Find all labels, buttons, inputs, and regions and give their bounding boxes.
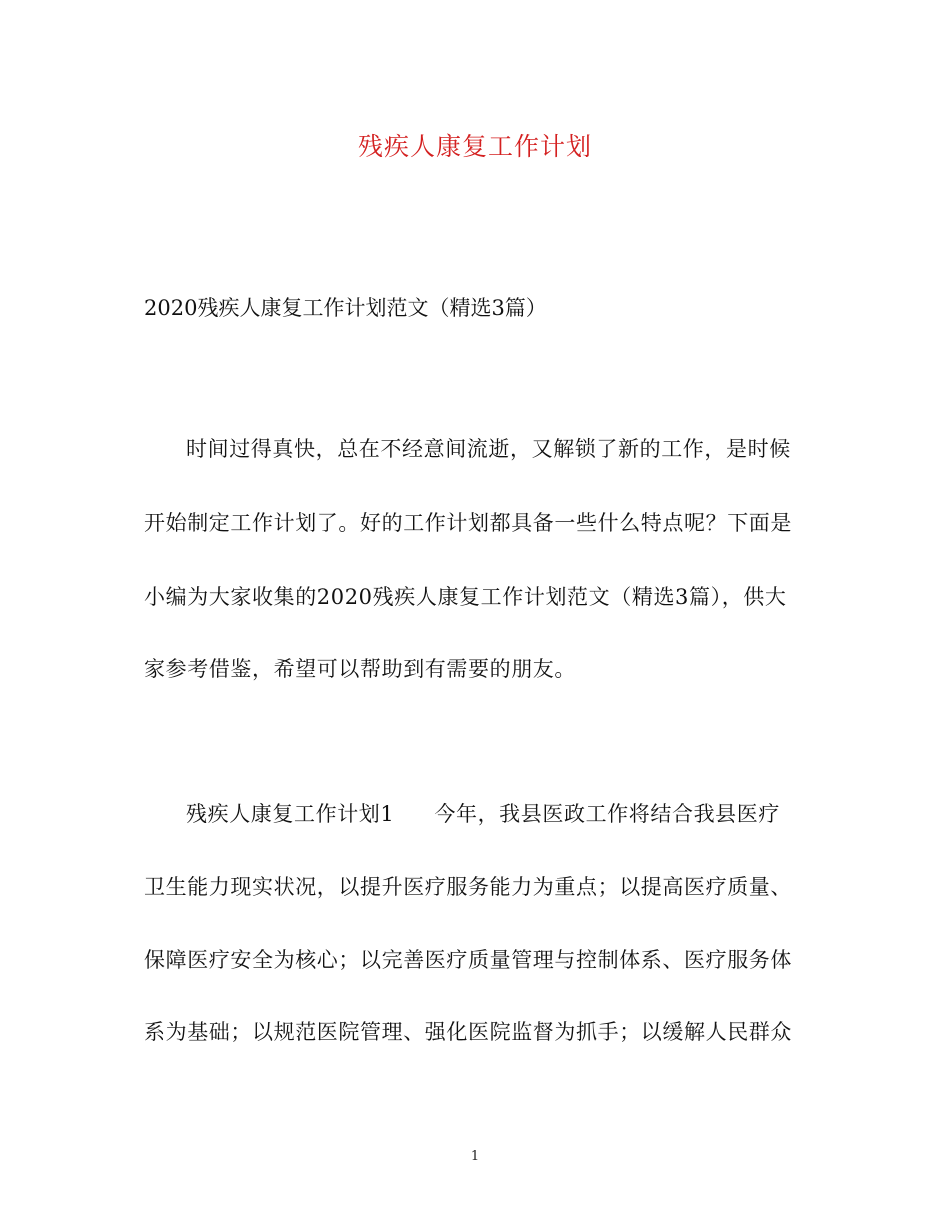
section1-paragraph-line-2: 卫生能力现实状况，以提升医疗服务能力为重点；以提高医疗质量、 bbox=[144, 875, 792, 899]
page-number: 1 bbox=[470, 1149, 480, 1164]
intro-paragraph-line-4: 家参考借鉴，希望可以帮助到有需要的朋友。 bbox=[144, 657, 576, 681]
document-subtitle: 2020残疾人康复工作计划范文（精选3篇） bbox=[144, 296, 547, 320]
document-title: 残疾人康复工作计划 bbox=[357, 132, 592, 161]
section1-first-line-text: 今年，我县医政工作将结合我县医疗 bbox=[434, 802, 780, 826]
intro-paragraph-line-1: 时间过得真快，总在不经意间流逝，又解锁了新的工作，是时候 bbox=[186, 437, 791, 461]
section1-paragraph-line-3: 保障医疗安全为核心；以完善医疗质量管理与控制体系、医疗服务体 bbox=[144, 948, 792, 972]
intro-paragraph-line-2: 开始制定工作计划了。好的工作计划都具备一些什么特点呢？下面是 bbox=[144, 511, 792, 535]
section1-heading: 残疾人康复工作计划1 bbox=[186, 802, 395, 826]
section1-paragraph-line-4: 系为基础；以规范医院管理、强化医院监督为抓手；以缓解人民群众 bbox=[144, 1020, 792, 1044]
section1-first-line bbox=[186, 799, 780, 829]
intro-paragraph-line-3: 小编为大家收集的2020残疾人康复工作计划范文（精选3篇），供大 bbox=[144, 585, 787, 609]
